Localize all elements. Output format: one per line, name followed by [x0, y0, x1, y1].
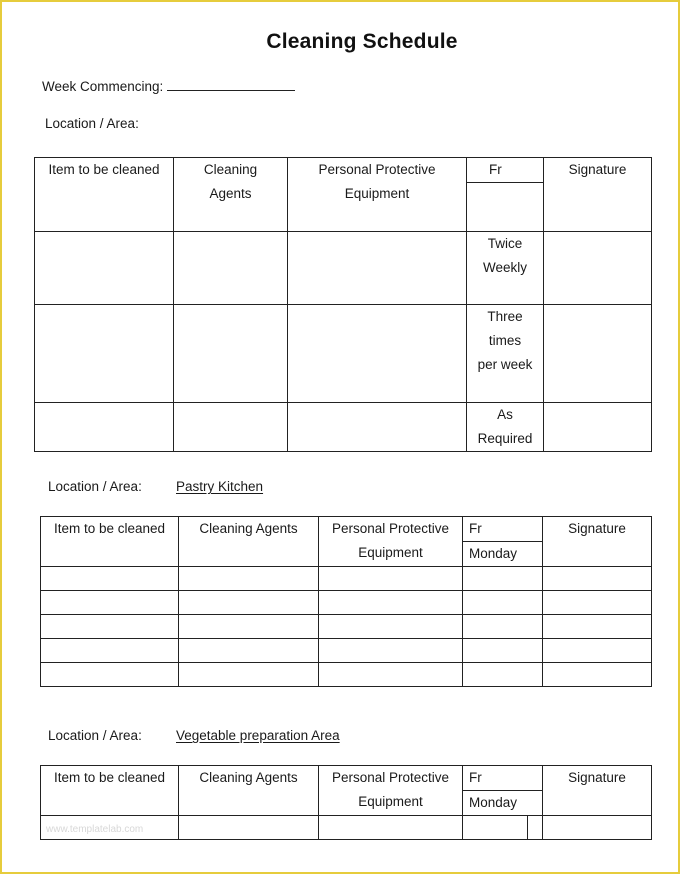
- ppe-cell[interactable]: [319, 816, 463, 840]
- ppe-cell[interactable]: [319, 567, 463, 591]
- header-frequency: Fr: [463, 517, 543, 542]
- signature-cell[interactable]: [543, 639, 652, 663]
- ppe-cell[interactable]: [319, 663, 463, 687]
- item-cell[interactable]: [35, 305, 174, 403]
- frequency-twice-weekly: Twice Weekly: [467, 232, 544, 305]
- section3-location-label: Location / Area:: [48, 728, 142, 743]
- header-cleaning-agents: Cleaning Agents: [179, 766, 319, 816]
- frequency-cell[interactable]: [467, 183, 544, 232]
- header-ppe: Personal Protective Equipment: [319, 517, 463, 567]
- signature-cell[interactable]: [544, 232, 652, 305]
- item-cell[interactable]: [35, 403, 174, 452]
- signature-cell[interactable]: [544, 403, 652, 452]
- page-title: Cleaning Schedule: [266, 30, 458, 53]
- agents-cell[interactable]: [174, 403, 288, 452]
- week-commencing-row: [42, 78, 295, 94]
- header-cleaning-agents: Cleaning Agents: [179, 517, 319, 567]
- item-cell[interactable]: [41, 567, 179, 591]
- agents-cell[interactable]: [179, 663, 319, 687]
- week-commencing-label: Week Commencing:: [42, 79, 164, 94]
- header-ppe: Personal Protective Equipment: [319, 766, 463, 816]
- ppe-cell[interactable]: [319, 639, 463, 663]
- frequency-cell[interactable]: [463, 615, 543, 639]
- section2-location-value: Pastry Kitchen: [176, 479, 264, 494]
- week-commencing-field[interactable]: [167, 78, 295, 91]
- header-item: Item to be cleaned: [41, 517, 179, 567]
- agents-cell[interactable]: [179, 816, 319, 840]
- item-cell[interactable]: [41, 615, 179, 639]
- header-frequency-day: Monday: [463, 542, 543, 567]
- ppe-cell[interactable]: [288, 305, 467, 403]
- frequency-as-required: As Required: [467, 403, 544, 452]
- ppe-cell[interactable]: [319, 591, 463, 615]
- header-frequency: Fr: [467, 158, 544, 183]
- signature-cell[interactable]: [544, 305, 652, 403]
- item-cell[interactable]: [41, 663, 179, 687]
- section1-location-label: Location / Area:: [45, 116, 139, 131]
- header-ppe: Personal Protective Equipment: [288, 158, 467, 232]
- ppe-cell[interactable]: [288, 403, 467, 452]
- header-frequency-day: Monday: [463, 791, 543, 816]
- agents-cell[interactable]: [179, 591, 319, 615]
- frequency-cell[interactable]: [463, 663, 543, 687]
- header-signature: Signature: [544, 158, 652, 232]
- signature-cell[interactable]: [543, 816, 652, 840]
- ppe-cell[interactable]: [288, 232, 467, 305]
- ppe-cell[interactable]: [319, 615, 463, 639]
- header-signature: Signature: [543, 517, 652, 567]
- section3-location-value: Vegetable preparation Area: [176, 728, 340, 743]
- signature-cell[interactable]: [543, 591, 652, 615]
- frequency-three-times: Three times per week: [467, 305, 544, 403]
- section1-table: [34, 157, 652, 452]
- item-cell[interactable]: [35, 232, 174, 305]
- frequency-cell[interactable]: [463, 816, 528, 840]
- agents-cell[interactable]: [179, 639, 319, 663]
- section2-location-label: Location / Area:: [48, 479, 142, 494]
- item-cell[interactable]: [41, 591, 179, 615]
- header-cleaning-agents: Cleaning Agents: [174, 158, 288, 232]
- header-signature: Signature: [543, 766, 652, 816]
- signature-cell[interactable]: [543, 615, 652, 639]
- agents-cell[interactable]: [174, 232, 288, 305]
- agents-cell[interactable]: [179, 567, 319, 591]
- frequency-extra-cell[interactable]: [528, 816, 543, 840]
- watermark-text: www.templatelab.com: [46, 824, 144, 835]
- header-item: Item to be cleaned: [41, 766, 179, 816]
- agents-cell[interactable]: [179, 615, 319, 639]
- signature-cell[interactable]: [543, 663, 652, 687]
- item-cell[interactable]: [41, 639, 179, 663]
- header-item: Item to be cleaned: [35, 158, 174, 232]
- frequency-cell[interactable]: [463, 567, 543, 591]
- frequency-cell[interactable]: [463, 591, 543, 615]
- header-frequency: Fr: [463, 766, 543, 791]
- frequency-cell[interactable]: [463, 639, 543, 663]
- signature-cell[interactable]: [543, 567, 652, 591]
- agents-cell[interactable]: [174, 305, 288, 403]
- section2-table: [40, 516, 652, 687]
